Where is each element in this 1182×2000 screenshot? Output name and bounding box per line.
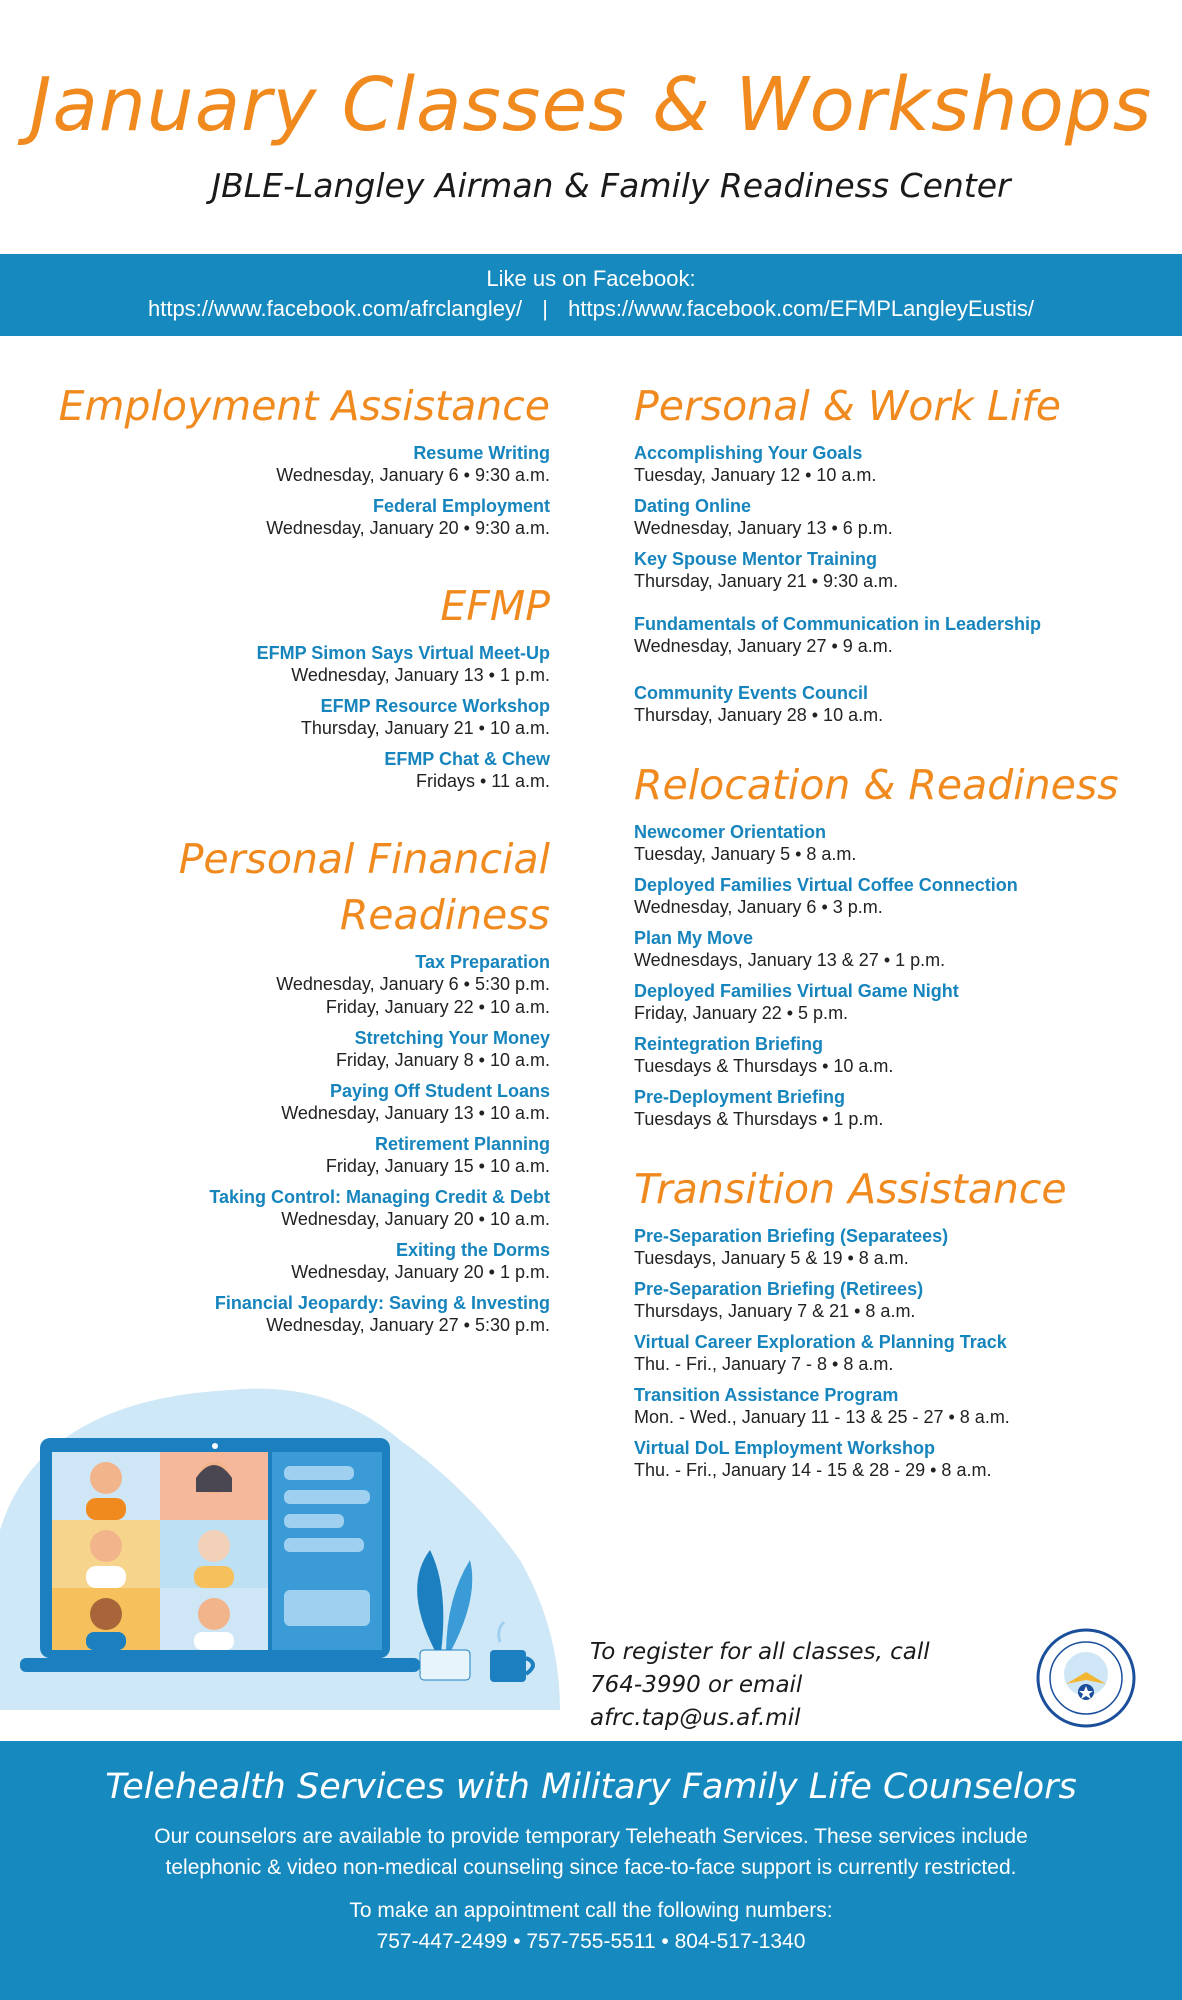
event-name: Retirement Planning [374,1134,550,1154]
event-time: Wednesday, January 6 • 9:30 a.m. [276,465,550,485]
facebook-link-afrc[interactable]: https://www.facebook.com/afrclangley/ [147,296,523,321]
section-relocation [634,757,1174,1131]
facebook-links [0,294,1182,324]
appointment-info [0,1895,1182,1957]
video-tiles [52,1452,268,1650]
facebook-banner [0,254,1182,336]
event-item [634,1437,1174,1482]
page-header [0,0,1182,254]
section-work-life [634,378,1174,727]
event-time: Tuesdays & Thursdays • 10 a.m. [634,1056,894,1076]
event-time: Wednesday, January 20 • 1 p.m. [291,1262,550,1282]
left-column [20,378,550,1337]
event-name: Deployed Families Virtual Game Night [634,981,959,1001]
afrc-seal-icon [1036,1628,1136,1728]
section-financial [20,831,550,1337]
event-time: Friday, January 22 • 10 a.m. [325,997,550,1017]
section-title: Employment Assistance [58,382,550,430]
event-time: Friday, January 15 • 10 a.m. [325,1156,550,1176]
event-name: Financial Jeopardy: Saving & Investing [214,1293,550,1313]
event-name: Community Events Council [634,683,869,703]
event-time: Thu. - Fri., January 14 - 15 & 28 - 29 • 8 a.m. [634,1460,992,1480]
page-subtitle: JBLE-Langley Airman & Family Readiness Center [211,166,1011,205]
link-separator: | [542,296,548,321]
event-item [20,748,550,793]
event-name: Deployed Families Virtual Coffee Connection [634,875,1018,895]
event-name: Taking Control: Managing Credit & Debt [209,1187,550,1207]
registration-info [590,1636,1010,1735]
laptop-base [20,1658,420,1672]
event-item [20,1027,550,1072]
event-item [634,821,1174,866]
appointment-label: To make an appointment call the following numbers: [349,1899,833,1922]
event-name: Virtual DoL Employment Workshop [634,1438,936,1458]
event-item [634,1384,1174,1429]
event-name: EFMP Resource Workshop [320,696,550,716]
event-item [634,1225,1174,1270]
event-item [634,1278,1174,1323]
event-name: Reintegration Briefing [634,1034,824,1054]
event-time: Thu. - Fri., January 7 - 8 • 8 a.m. [634,1354,894,1374]
event-time: Wednesday, January 20 • 10 a.m. [281,1209,550,1229]
event-item [634,874,1174,919]
section-title: Personal Financial Readiness [178,835,550,939]
event-time: Wednesdays, January 13 & 27 • 1 p.m. [634,950,946,970]
event-item [20,442,550,487]
telehealth-body-line: Our counselors are available to provide temporary Teleheath Services. These services include [154,1825,1028,1848]
event-name: Pre-Separation Briefing (Separatees) [634,1226,949,1246]
section-title: EFMP [440,582,550,630]
section-title: Transition Assistance [634,1165,1067,1213]
event-name: EFMP Chat & Chew [384,749,550,769]
event-time: Friday, January 8 • 10 a.m. [335,1050,550,1070]
event-time: Wednesday, January 20 • 9:30 a.m. [266,518,550,538]
event-item [20,1080,550,1125]
event-time: Wednesday, January 27 • 9 a.m. [634,636,893,656]
event-name: Exiting the Dorms [395,1240,550,1260]
event-time: Mon. - Wed., January 11 - 13 & 25 - 27 • 8 a.m. [634,1407,1010,1427]
telehealth-banner [0,1741,1182,2000]
section-employment [20,378,550,540]
event-time: Tuesday, January 5 • 8 a.m. [634,844,857,864]
event-name: Dating Online [634,496,751,516]
event-item [20,495,550,540]
event-name: Virtual Career Exploration & Planning Track [634,1332,1007,1352]
event-time: Wednesday, January 6 • 3 p.m. [634,897,883,917]
event-name: Pre-Separation Briefing (Retirees) [634,1279,924,1299]
right-column [634,378,1174,1482]
event-time: Thursday, January 21 • 9:30 a.m. [634,571,899,591]
event-name: EFMP Simon Says Virtual Meet-Up [256,643,550,663]
event-item [20,951,550,1019]
event-item [20,1292,550,1337]
event-time: Tuesdays & Thursdays • 1 p.m. [634,1109,884,1129]
event-name: Stretching Your Money [354,1028,550,1048]
event-item [20,1239,550,1284]
telehealth-body-line: telephonic & video non-medical counseling since face-to-face support is currently restricted. [165,1856,1017,1879]
page-title: January Classes & Workshops [29,62,1153,148]
register-line-2[interactable]: 764-3990 or email afrc.tap@us.af.mil [590,1672,803,1731]
event-name: Transition Assistance Program [634,1385,899,1405]
facebook-label: Like us on Facebook: [486,266,696,291]
event-item [20,695,550,740]
event-item [634,1086,1174,1131]
event-item [20,1186,550,1231]
event-time: Tuesdays, January 5 & 19 • 8 a.m. [634,1248,909,1268]
event-time: Wednesday, January 27 • 5:30 p.m. [266,1315,550,1335]
event-time: Wednesday, January 13 • 6 p.m. [634,518,893,538]
phone-numbers[interactable]: 757-447-2499 • 757-755-5511 • 804-517-1340 [376,1930,806,1953]
event-item [20,1133,550,1178]
event-name: Resume Writing [413,443,550,463]
event-name: Plan My Move [634,928,754,948]
section-efmp [20,578,550,793]
event-name: Tax Preparation [415,952,550,972]
section-transition [634,1161,1174,1482]
video-call-illustration [0,1360,570,1710]
event-time: Thursday, January 28 • 10 a.m. [634,705,884,725]
event-time: Thursdays, January 7 & 21 • 8 a.m. [634,1301,916,1321]
event-item [634,495,1174,540]
event-item [634,613,1174,658]
event-item [634,927,1174,972]
telehealth-description [0,1821,1182,1883]
camera-dot [212,1443,218,1449]
event-time: Friday, January 22 • 5 p.m. [634,1003,849,1023]
event-name: Accomplishing Your Goals [634,443,863,463]
event-name: Federal Employment [372,496,550,516]
event-name: Paying Off Student Loans [329,1081,550,1101]
section-title: Personal & Work Life [634,382,1061,430]
event-item [634,1331,1174,1376]
chat-panel [272,1452,382,1650]
event-item [20,642,550,687]
event-time: Wednesday, January 6 • 5:30 p.m. [276,974,550,994]
event-time: Thursday, January 21 • 10 a.m. [300,718,550,738]
section-title: Relocation & Readiness [634,761,1119,809]
event-name: Fundamentals of Communication in Leadership [634,614,1042,634]
event-item [634,548,1174,593]
telehealth-title: Telehealth Services with Military Family Life Counselors [105,1767,1077,1807]
event-time: Wednesday, January 13 • 1 p.m. [291,665,550,685]
event-name: Newcomer Orientation [634,822,827,842]
event-time: Tuesday, January 12 • 10 a.m. [634,465,877,485]
event-name: Key Spouse Mentor Training [634,549,878,569]
register-line-1: To register for all classes, call [590,1639,930,1665]
event-item [634,682,1174,727]
event-item [634,442,1174,487]
event-item [634,980,1174,1025]
event-item [634,1033,1174,1078]
event-time: Fridays • 11 a.m. [415,771,550,791]
facebook-link-efmp[interactable]: https://www.facebook.com/EFMPLangleyEustis/ [568,296,1034,321]
event-time: Wednesday, January 13 • 10 a.m. [281,1103,550,1123]
event-name: Pre-Deployment Briefing [634,1087,846,1107]
